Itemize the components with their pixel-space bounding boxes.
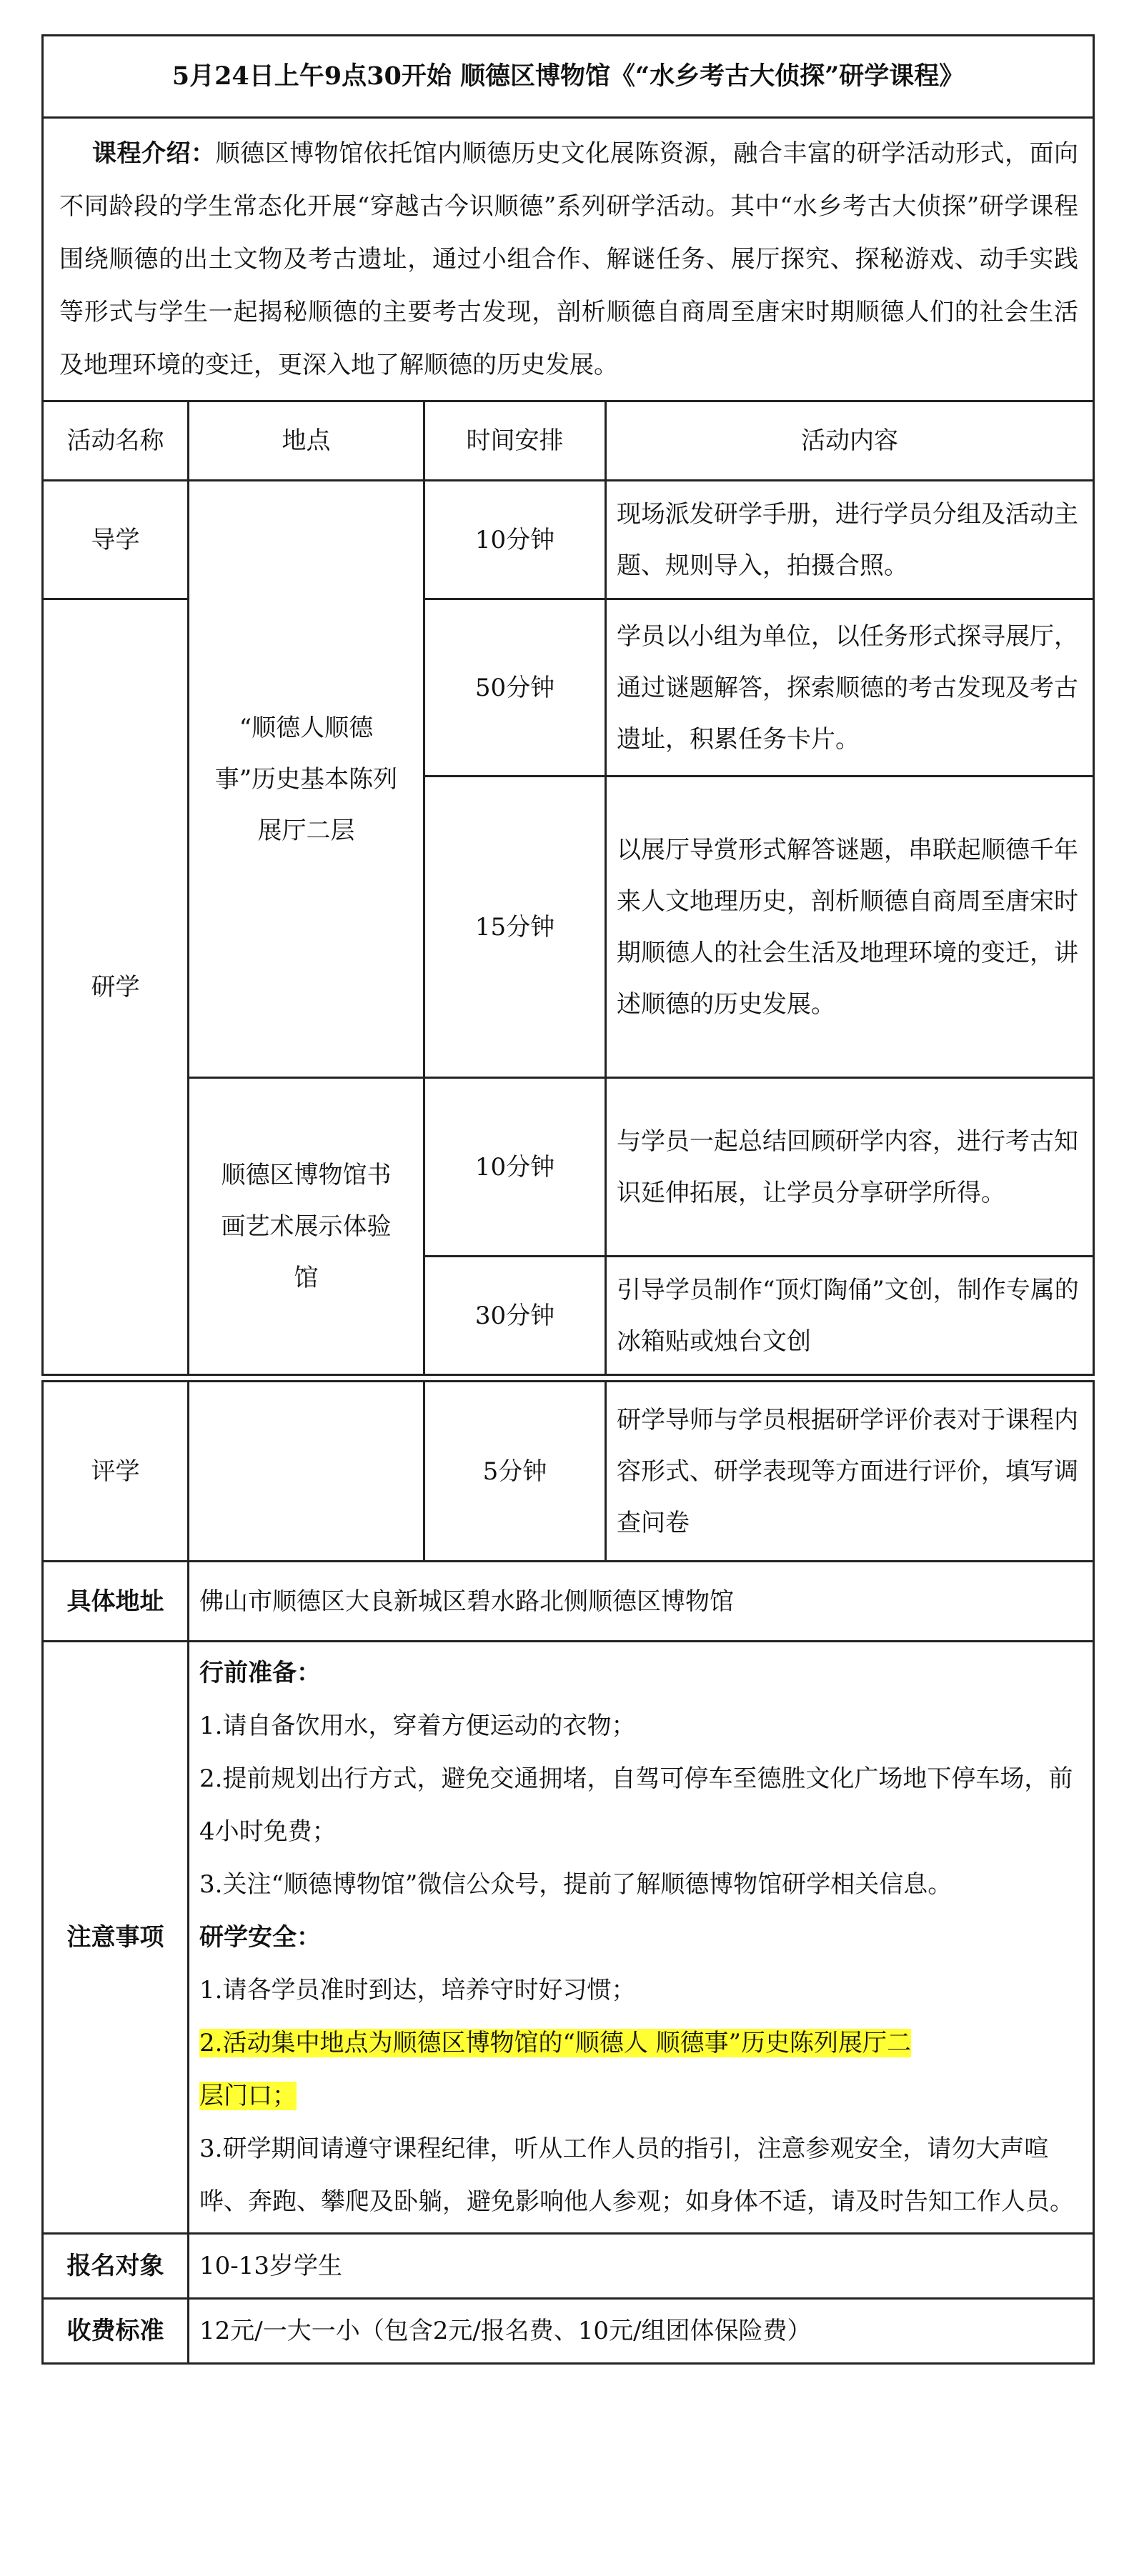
document-title: 5月24日上午9点30开始 顺德区博物馆《“水乡考古大侦探”研学课程》	[43, 36, 1094, 118]
pingxue-row	[43, 1382, 1094, 1562]
yanxue-time-1: 50分钟	[424, 599, 606, 777]
safety-item-2-highlight-a: 2.活动集中地点为顺德区博物馆的“顺德人 顺德事”历史陈列展厅二	[199, 2029, 912, 2057]
course-intro	[43, 118, 1094, 401]
daoxue-name: 导学	[43, 481, 189, 599]
gap-cell	[43, 1375, 1094, 1382]
address-value: 佛山市顺德区大良新城区碧水路北侧顺德区博物馆	[189, 1562, 1094, 1642]
fee-label: 收费标准	[43, 2299, 189, 2364]
target-label: 报名对象	[43, 2234, 189, 2299]
target-row	[43, 2234, 1094, 2299]
pingxue-content: 研学导师与学员根据研学评价表对于课程内容形式、研学表现等方面进行评价，填写调查问卷	[606, 1382, 1094, 1562]
prep-item-1: 1.请自备饮用水，穿着方便运动的衣物；	[199, 1712, 636, 1740]
fee-row	[43, 2299, 1094, 2364]
safety-item-2-highlight-b: 层门口；	[199, 2082, 297, 2110]
yanxue-time-4: 30分钟	[424, 1257, 606, 1375]
safety-item-3: 3.研学期间请遵守课程纪律，听从工作人员的指引，注意参观安全，请勿大声喧哗、奔跑、攀爬及卧躺，避免影响他人参观；如身体不适，请及时告知工作人员。	[199, 2135, 1074, 2216]
intro-row	[43, 118, 1094, 401]
safety-title: 研学安全：	[199, 1923, 321, 1952]
schedule-document	[41, 34, 1093, 2365]
header-place: 地点	[189, 401, 424, 481]
yanxue-time-2: 15分钟	[424, 777, 606, 1078]
safety-item-2	[199, 2017, 1084, 2122]
header-content: 活动内容	[606, 401, 1094, 481]
yanxue-content-4: 引导学员制作“顶灯陶俑”文创，制作专属的冰箱贴或烛台文创	[606, 1257, 1094, 1375]
yanxue-time-3: 10分钟	[424, 1078, 606, 1257]
yanxue-name: 研学	[43, 599, 189, 1375]
notes-row	[43, 1642, 1094, 2234]
table-gap	[43, 1375, 1094, 1382]
yanxue-content-2: 以展厅导赏形式解答谜题，串联起顺德千年来人文地理历史，剖析顺德自商周至唐宋时期顺德人的社会生活及地理环境的变迁，讲述顺德的历史发展。	[606, 777, 1094, 1078]
daoxue-row	[43, 481, 1094, 599]
prep-item-2: 2.提前规划出行方式，避免交通拥堵，自驾可停车至德胜文化广场地下停车场，前4小时免费；	[199, 1764, 1073, 1846]
yanxue-content-1: 学员以小组为单位，以任务形式探寻展厅，通过谜题解答，探索顺德的考古发现及考古遗址，积累任务卡片。	[606, 599, 1094, 777]
daoxue-time: 10分钟	[424, 481, 606, 599]
yanxue-row-3	[43, 1078, 1094, 1257]
header-activity-name: 活动名称	[43, 401, 189, 481]
header-row	[43, 401, 1094, 481]
intro-label: 课程介绍：	[92, 139, 216, 168]
place-art-hall: 顺德区博物馆书画艺术展示体验馆	[189, 1078, 424, 1375]
prep-item-3: 3.关注“顺德博物馆”微信公众号，提前了解顺德博物馆研学相关信息。	[199, 1870, 953, 1899]
pingxue-name: 评学	[43, 1382, 189, 1562]
pingxue-time: 5分钟	[424, 1382, 606, 1562]
notes-content	[189, 1642, 1094, 2234]
yanxue-content-3: 与学员一起总结回顾研学内容，进行考古知识延伸拓展，让学员分享研学所得。	[606, 1078, 1094, 1257]
fee-value: 12元/一大一小（包含2元/报名费、10元/组团体保险费）	[189, 2299, 1094, 2364]
address-row	[43, 1562, 1094, 1642]
pingxue-place-empty	[189, 1382, 424, 1562]
prep-title: 行前准备：	[199, 1659, 321, 1687]
notes-label: 注意事项	[43, 1642, 189, 2234]
place-history-hall: “顺德人顺德事”历史基本陈列展厅二层	[189, 481, 424, 1078]
target-value: 10-13岁学生	[189, 2234, 1094, 2299]
schedule-table	[41, 34, 1095, 2365]
title-row	[43, 36, 1094, 118]
address-label: 具体地址	[43, 1562, 189, 1642]
header-time: 时间安排	[424, 401, 606, 481]
intro-text: 顺德区博物馆依托馆内顺德历史文化展陈资源，融合丰富的研学活动形式，面向不同龄段的学生常态化开展“穿越古今识顺德”系列研学活动。其中“水乡考古大侦探”研学课程围绕顺德的出土文物及考古遗址，通过小组合作、解谜任务、展厅探究、探秘游戏、动手实践等形式与学生一起揭秘顺德的主要考古发现，剖析顺德自商周至唐宋时期顺德人们的社会生活及地理环境的变迁，更深入地了解顺德的历史发展。	[59, 139, 1079, 379]
daoxue-content: 现场派发研学手册，进行学员分组及活动主题、规则导入，拍摄合照。	[606, 481, 1094, 599]
safety-item-1: 1.请各学员准时到达，培养守时好习惯；	[199, 1976, 636, 2005]
